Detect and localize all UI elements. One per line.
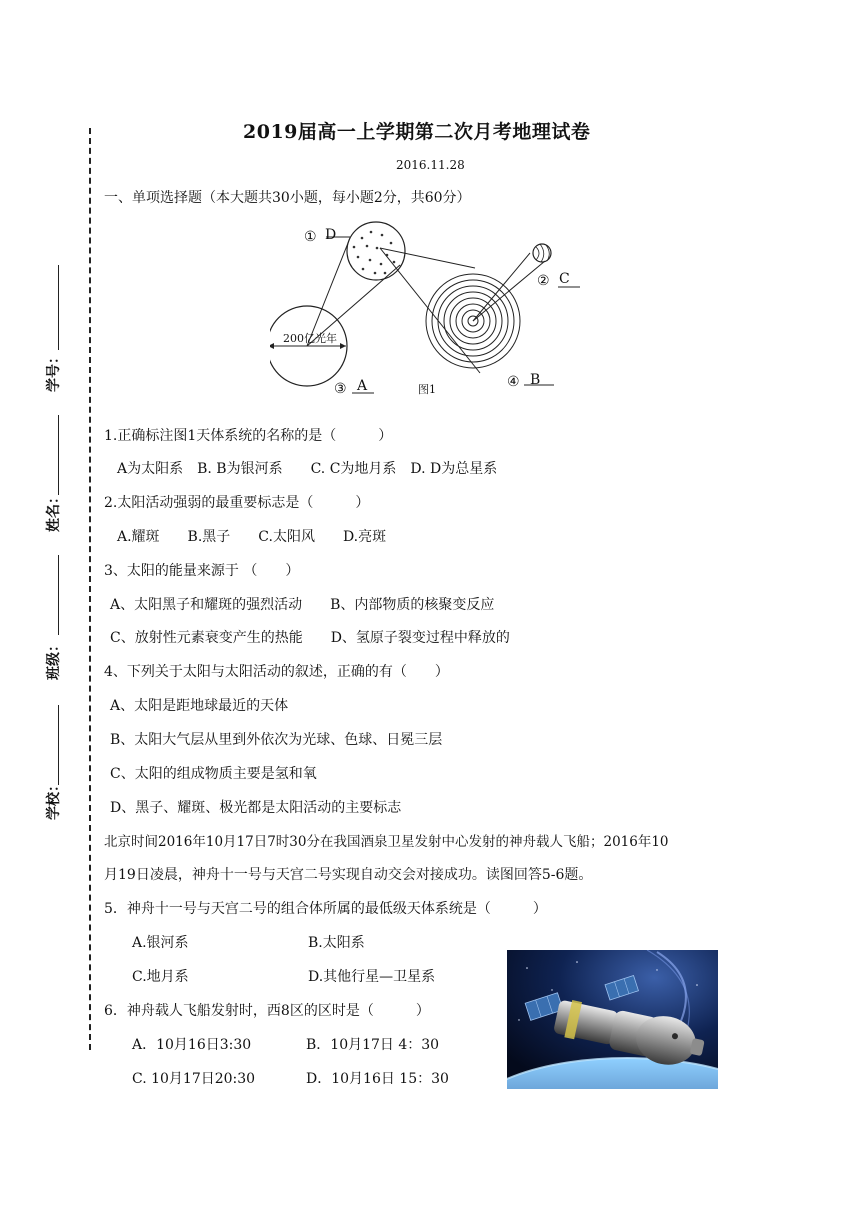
page-title: 2019届高一上学期第二次月考地理试卷 <box>243 121 591 143</box>
question-1-options: A为太阳系 B. B为银河系 C. C为地月系 D. D为总星系 <box>117 461 498 477</box>
figure-label-2: ② <box>537 273 550 289</box>
question-6-option-c: C. 10月17日20:30 <box>132 1071 256 1087</box>
figure-label-1: ① <box>304 229 317 245</box>
class-blank <box>58 555 59 635</box>
question-5-option-a: A.银河系 <box>132 935 189 951</box>
question-2-options: A.耀斑 B.黑子 C.太阳风 D.亮斑 <box>117 529 387 545</box>
question-5-option-d: D.其他行星—卫星系 <box>308 969 436 985</box>
figure-1-celestial-systems <box>270 213 590 403</box>
spacecraft-image <box>507 950 718 1089</box>
figure-answer-4: B <box>530 372 541 388</box>
question-6-option-a: A．10月16日3:30 <box>132 1037 252 1053</box>
question-6-option-d: D．10月16日 15：30 <box>306 1071 449 1087</box>
question-5-stem: 5．神舟十一号与天宫二号的组合体所属的最低级天体系统是（ ） <box>104 901 547 917</box>
question-4-option-b: B、太阳大气层从里到外依次为光球、色球、日冕三层 <box>110 732 443 748</box>
school-label: 学校： <box>46 778 62 820</box>
question-5-option-b: B.太阳系 <box>308 935 365 951</box>
scale-label: 200亿光年 <box>283 332 337 345</box>
question-4-option-c: C、太阳的组成物质主要是氢和氧 <box>110 766 317 782</box>
question-3-option-cd: C、放射性元素衰变产生的热能 D、氢原子裂变过程中释放的 <box>110 630 510 646</box>
question-6-stem: 6．神舟载人飞船发射时，西8区的区时是（ ） <box>104 1003 430 1019</box>
class-label: 班级： <box>46 638 62 680</box>
figure-label-4: ④ <box>507 374 520 390</box>
passage-line-2: 月19日凌晨，神舟十一号与天宫二号实现自动交会对接成功。读图回答5-6题。 <box>104 867 593 883</box>
question-3-stem: 3、太阳的能量来源于 （ ） <box>104 563 300 579</box>
figure-answer-1: D <box>325 227 337 243</box>
exam-date: 2016.11.28 <box>396 158 465 172</box>
name-blank <box>58 415 59 495</box>
school-blank <box>58 705 59 785</box>
question-1-stem: 1.正确标注图1天体系统的名称的是（ ） <box>104 428 393 444</box>
question-6-option-b: B．10月17日 4：30 <box>306 1037 440 1053</box>
question-5-option-c: C.地月系 <box>132 969 189 985</box>
section-heading: 一、单项选择题（本大题共30小题，每小题2分，共60分） <box>104 190 471 206</box>
binding-dashed-line <box>89 128 91 1050</box>
star-dots <box>353 231 396 275</box>
question-4-option-d: D、黑子、耀斑、极光都是太阳活动的主要标志 <box>110 800 402 816</box>
figure-answer-3: A <box>357 378 368 394</box>
figure-label-3: ③ <box>334 381 347 397</box>
question-3-option-ab: A、太阳黑子和耀斑的强烈活动 B、内部物质的核聚变反应 <box>110 597 495 613</box>
student-id-label: 学号： <box>46 350 62 392</box>
question-4-stem: 4、下列关于太阳与太阳活动的叙述，正确的有（ ） <box>104 664 449 680</box>
figure-answer-2: C <box>559 271 570 287</box>
question-2-stem: 2.太阳活动强弱的最重要标志是（ ） <box>104 495 370 511</box>
question-4-option-a: A、太阳是距地球最近的天体 <box>110 698 289 714</box>
figure-caption: 图1 <box>418 383 436 396</box>
name-label: 姓名： <box>46 490 62 532</box>
passage-line-1: 北京时间2016年10月17日7时30分在我国酒泉卫星发射中心发射的神舟载人飞船；2016年10 <box>104 834 669 850</box>
student-id-blank <box>58 265 59 350</box>
